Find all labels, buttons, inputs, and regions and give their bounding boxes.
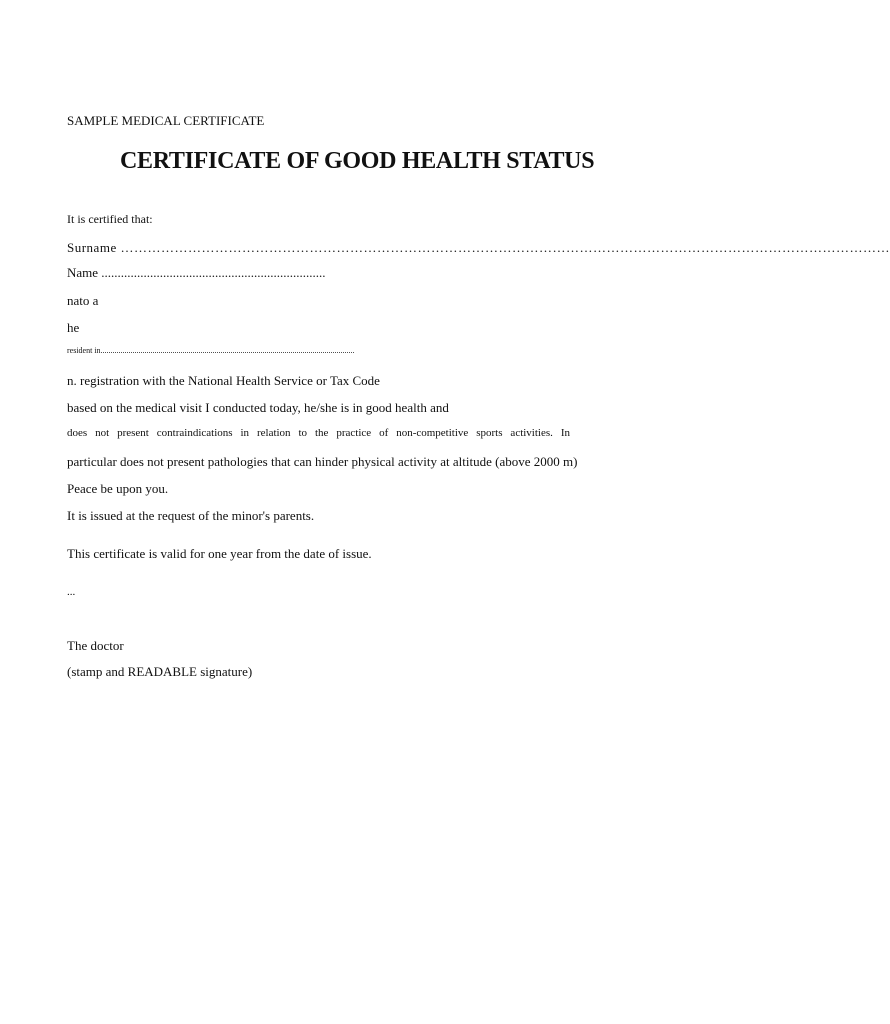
contraindications-text: does not present contraindications in relation to the practice of non-competitive sports activities. In bbox=[67, 427, 570, 439]
certificate-title: CERTIFICATE OF GOOD HEALTH STATUS bbox=[120, 148, 595, 174]
registration-text: n. registration with the National Health Service or Tax Code bbox=[67, 373, 380, 388]
doctor-label: The doctor bbox=[67, 638, 124, 653]
resident-field: resident in............................................................................................................................... bbox=[67, 346, 355, 355]
altitude-text: particular does not present pathologies that can hinder physical activity at altitude (above 2000 m) bbox=[67, 454, 578, 469]
medical-visit-text: based on the medical visit I conducted today, he/she is in good health and bbox=[67, 400, 449, 415]
name-field: Name ..................................................................... bbox=[67, 265, 326, 280]
ellipsis-text: ... bbox=[67, 586, 76, 598]
birthplace-field: nato a bbox=[67, 293, 99, 308]
request-text: It is issued at the request of the minor's parents. bbox=[67, 508, 315, 523]
stamp-signature-label: (stamp and READABLE signature) bbox=[67, 664, 253, 679]
certified-text: It is certified that: bbox=[67, 212, 153, 226]
sample-label: SAMPLE MEDICAL CERTIFICATE bbox=[67, 113, 265, 128]
validity-text: This certificate is valid for one year from the date of issue. bbox=[67, 546, 372, 561]
surname-field: Surname ……………………………………………………………………………………………………………………………………………………… bbox=[67, 240, 890, 255]
closing-text: Peace be upon you. bbox=[67, 481, 169, 496]
he-field: he bbox=[67, 320, 80, 335]
